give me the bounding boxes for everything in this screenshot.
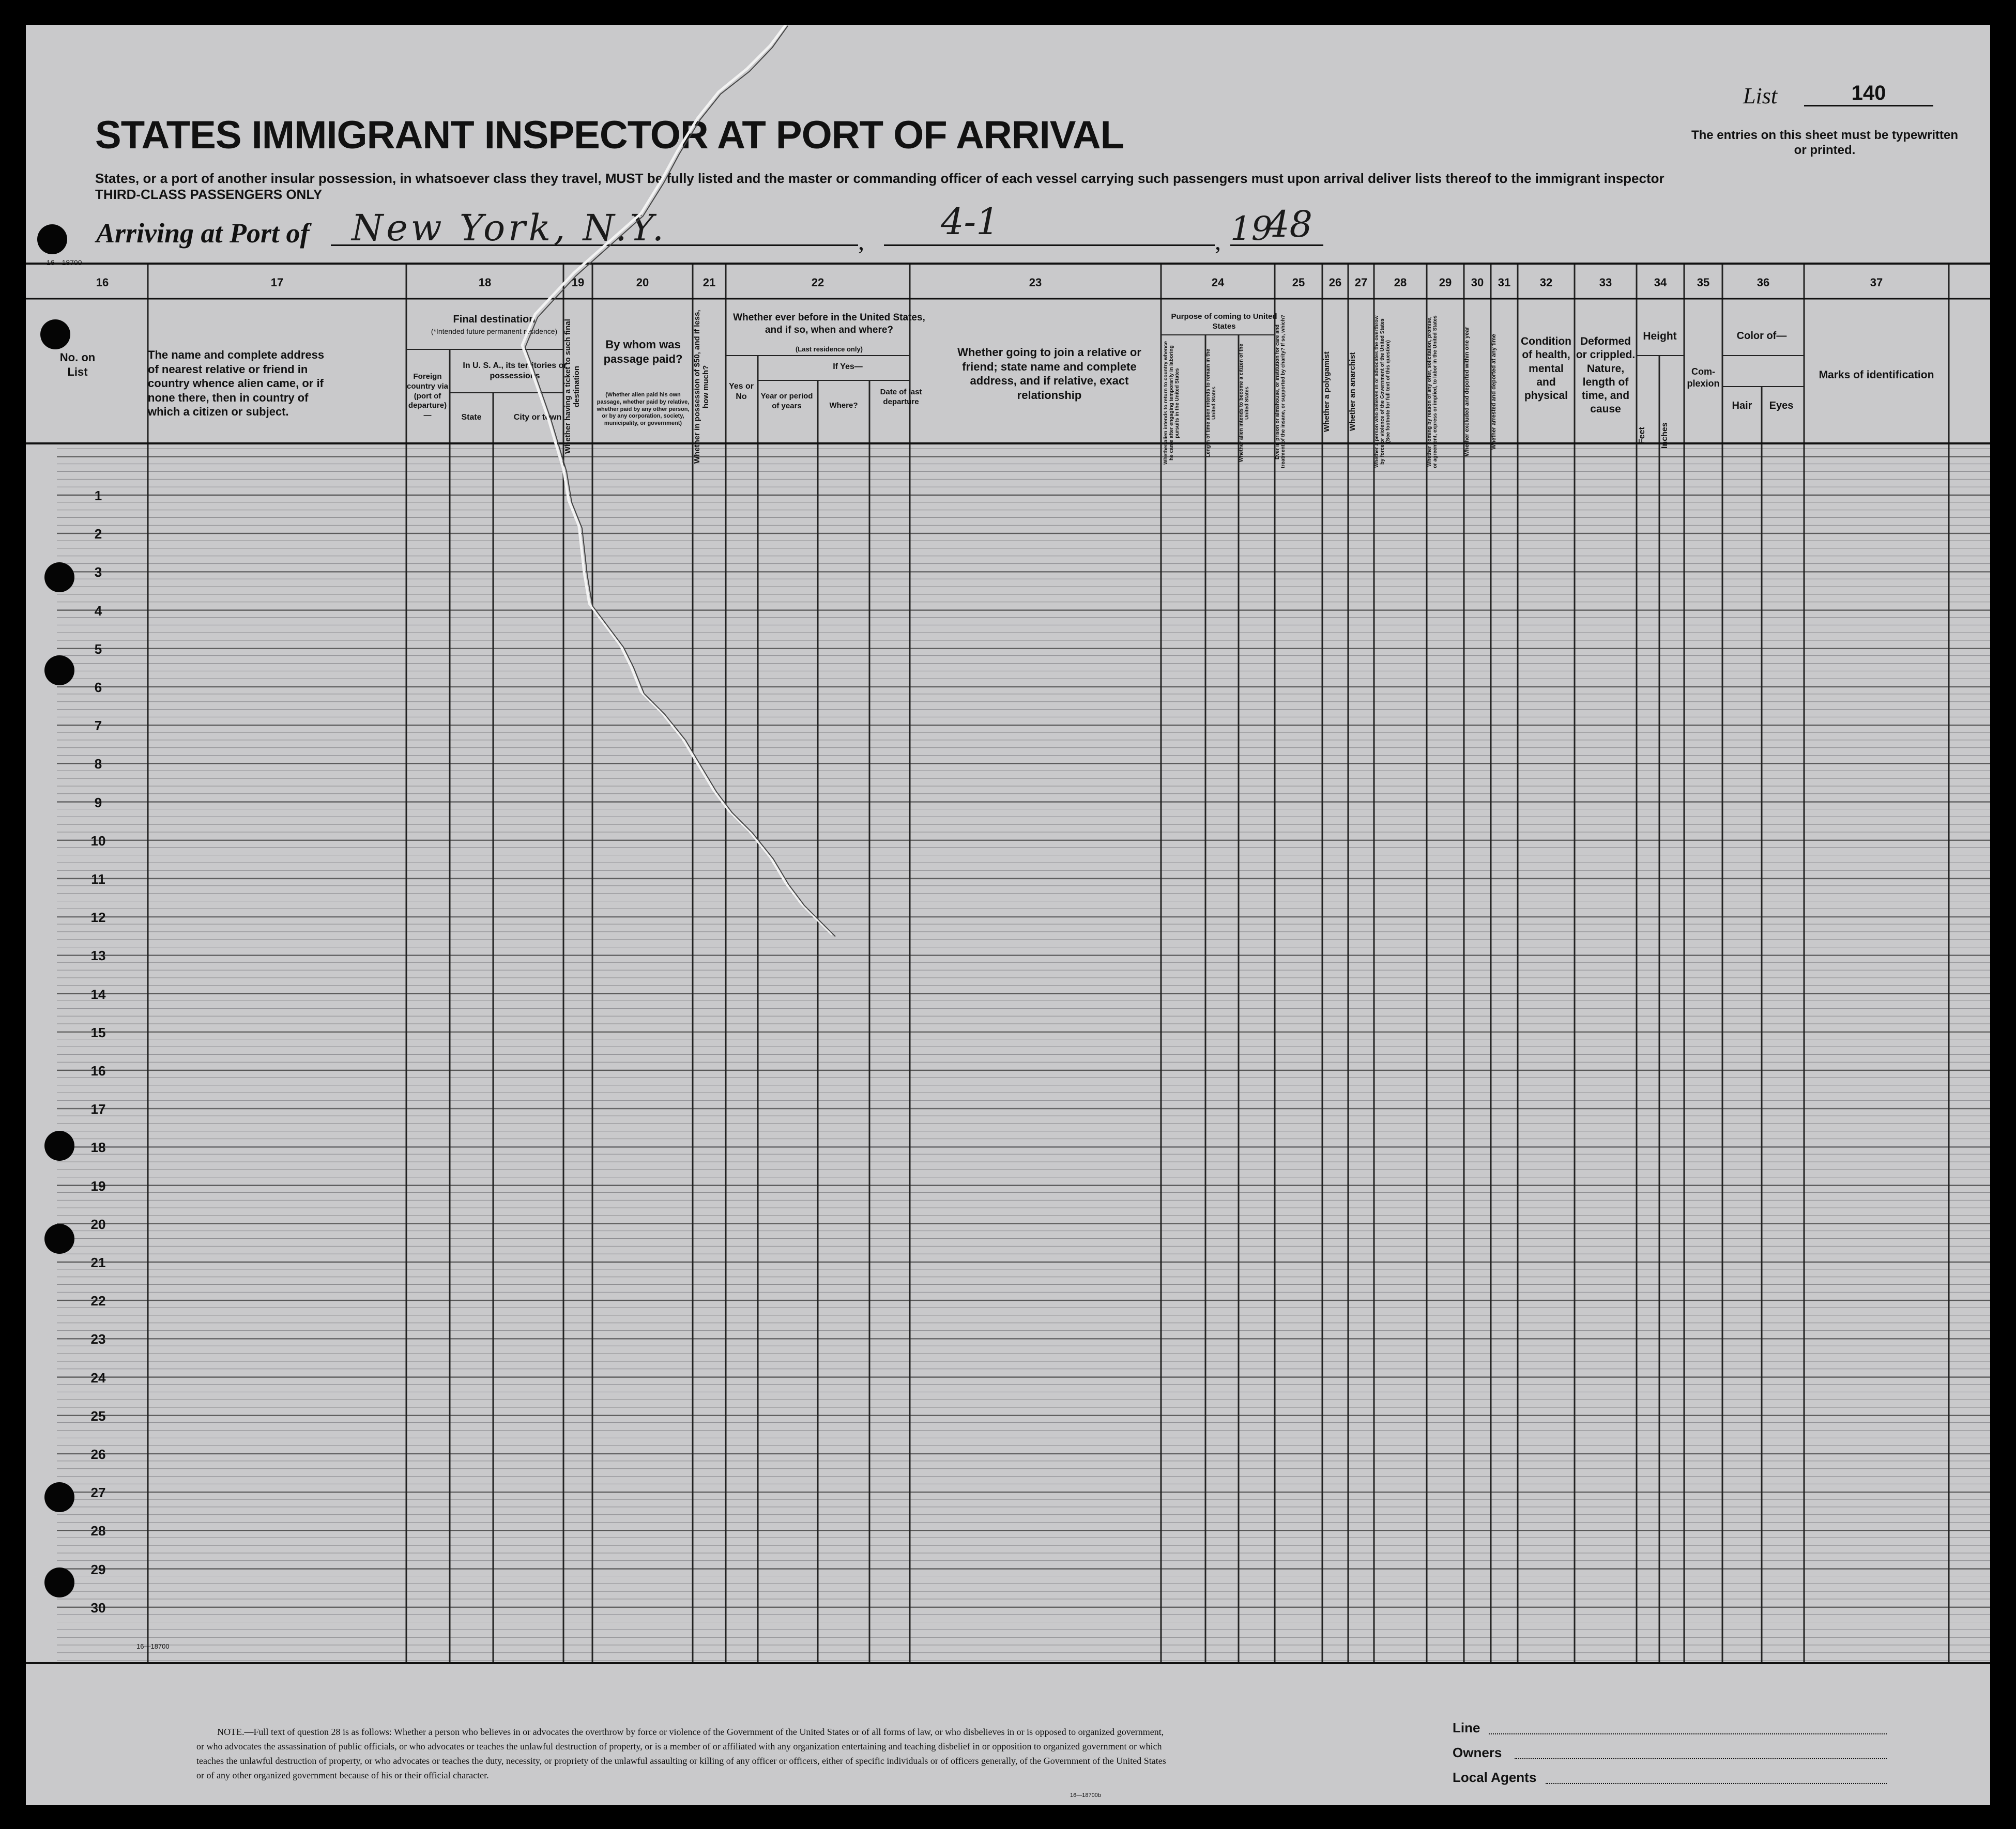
footnote: NOTE.—Full text of question 28 is as follows: Whether a person who believes in or advocates the overthrow by force or violence of the Government of the United States or of all forms of law, or who disbelieves in or is opposed to organized government, or who advocates the assassination of public officials, or who advocates or teaches the unlawful destruction of property, or is a member of or affiliated with any organization entertaining and teaching disbelief in or opposition to organized government or which teaches the unlawful destruction of property, or who advocates or teaches the duty, necessity, or propriety of the unlawful assaulting or killing of any officer or officers, either of specific individuals or of officers generally, of the Government of the United States or of any other organized government because of his or their official character. xyxy=(196,1727,1166,1780)
year-handwritten: 48 xyxy=(1266,203,1313,245)
header-fifty-dollars: Whether in possession of $50, and if less, how much? xyxy=(693,310,710,464)
owners-label: Owners xyxy=(1453,1745,1502,1760)
header-eyes: Eyes xyxy=(1769,400,1794,411)
row-number: 28 xyxy=(90,1523,106,1539)
row-number: 11 xyxy=(91,871,105,887)
column-number-32: 32 xyxy=(1539,276,1553,289)
row-number: 2 xyxy=(94,526,102,542)
header-hair: Hair xyxy=(1732,400,1752,411)
header-join-relative: Whether going to join a relative or friend; state name and complete address, and if relative, exact relationship xyxy=(957,346,1141,402)
header-purpose: Purpose of coming to United States xyxy=(1171,312,1277,331)
column-number-20: 20 xyxy=(636,276,649,289)
row-number: 14 xyxy=(90,986,106,1002)
form-code-top: 16—18700 xyxy=(47,258,82,267)
row-number: 13 xyxy=(90,948,106,964)
column-number-24: 24 xyxy=(1211,276,1225,289)
binder-hole xyxy=(44,562,74,592)
header-complexion: Com-plexion xyxy=(1687,366,1720,389)
column-number-19: 19 xyxy=(571,276,585,289)
row-number: 1 xyxy=(94,488,102,503)
header-ever-before: Whether ever before in the United States, and if so, when and where? xyxy=(733,312,925,335)
row-number: 5 xyxy=(94,641,102,657)
header-health: Condition of health, mental and physical xyxy=(1521,335,1571,402)
header-where: Where? xyxy=(829,401,858,410)
column-number-28: 28 xyxy=(1394,276,1407,289)
header-overthrow: Whether a person who believes in or advocates the overthrow by force or violence of the Government of the United States (See footnote for full text of this question) xyxy=(1374,315,1391,468)
header-offer: Whether coming by reason of any offer, solicitation, promise, or agreement, express or implied, to labor in the United States xyxy=(1427,315,1438,468)
column-number-22: 22 xyxy=(811,276,824,289)
year-prefix: 19 xyxy=(1230,210,1273,248)
row-number: 7 xyxy=(94,718,102,734)
header-city: City or town xyxy=(513,413,562,422)
row-number: 25 xyxy=(90,1408,106,1424)
header-usa: In U. S. A., its territories or possessions xyxy=(463,361,567,380)
subtitle: States, or a port of another insular possession, in whatsoever class they travel, MUST be fully listed and the master or commanding officer of each vessel carrying such passengers must upon arrival deliver lists thereof to the immigrant inspector xyxy=(95,171,1664,186)
header-final-destination-note: (*Intended future permanent residence) xyxy=(431,327,558,335)
arriving-label: Arriving at Port of xyxy=(96,218,310,249)
list-label: List xyxy=(1743,83,1778,109)
row-number: 12 xyxy=(90,910,106,926)
row-number: 9 xyxy=(94,794,102,810)
header-feet: Feet xyxy=(1638,427,1646,444)
date-handwritten: 4-1 xyxy=(941,201,999,243)
header-purpose-return: Whether alien intends to return to country whence he came after engaging temporarily in laboring pursuits in the United States xyxy=(1163,341,1180,465)
header-passage-note: (Whether alien paid his own passage, whether paid by relative, whether paid by any other person, or by any corporation, society, municipality, or government) xyxy=(597,392,690,426)
row-number: 30 xyxy=(90,1600,106,1616)
header-excluded: Whether excluded and deported within one year xyxy=(1464,327,1470,457)
header-arrested: Whether arrested and deported at any time xyxy=(1491,334,1497,450)
row-number: 6 xyxy=(94,680,102,695)
header-height: Height xyxy=(1643,330,1677,342)
binder-hole xyxy=(44,655,74,685)
binder-hole xyxy=(44,1482,74,1512)
owners-field xyxy=(1515,1758,1887,1759)
header-foreign-country: Foreign country via (port of departure)— xyxy=(406,372,449,420)
row-number: 4 xyxy=(94,603,102,619)
column-number-27: 27 xyxy=(1354,276,1368,289)
line-label: Line xyxy=(1453,1720,1480,1735)
header-deformed: Deformed or crippled. Nature, length of time, and cause xyxy=(1576,335,1636,416)
row-number: 17 xyxy=(90,1101,106,1117)
form-code-note: 16—18700b xyxy=(1070,1792,1101,1799)
line-field xyxy=(1489,1733,1887,1734)
passenger-class: THIRD-CLASS PASSENGERS ONLY xyxy=(95,187,323,202)
header-state: State xyxy=(461,413,482,422)
row-number: 22 xyxy=(90,1293,106,1309)
header-no-on-list: No. on List xyxy=(59,351,96,378)
row-number: 26 xyxy=(90,1447,106,1462)
header-inches: Inches xyxy=(1660,422,1669,449)
column-number-23: 23 xyxy=(1029,276,1042,289)
column-number-21: 21 xyxy=(702,276,716,289)
row-number: 23 xyxy=(90,1331,106,1347)
table-grid xyxy=(26,25,1990,1805)
row-number: 18 xyxy=(90,1140,106,1156)
form-code-bottom: 16—18700 xyxy=(136,1642,170,1650)
list-number: 140 xyxy=(1804,82,1933,106)
header-if-yes: If Yes— xyxy=(833,362,863,371)
header-color-of: Color of— xyxy=(1736,330,1787,342)
column-number-31: 31 xyxy=(1498,276,1511,289)
header-purpose-length: Length of time alien intends to remain in the United States xyxy=(1205,349,1217,458)
port-handwritten: New York, N.Y. xyxy=(352,207,667,249)
column-number-26: 26 xyxy=(1328,276,1342,289)
row-number: 3 xyxy=(94,564,102,580)
binder-hole xyxy=(44,1224,74,1254)
header-final-destination: Final destination xyxy=(453,314,536,325)
header-polygamist: Whether a polygamist xyxy=(1322,351,1331,432)
column-number-37: 37 xyxy=(1870,276,1883,289)
row-number: 24 xyxy=(90,1370,106,1386)
sheet-note: The entries on this sheet must be typewritten or printed. xyxy=(1691,128,1959,157)
row-number: 20 xyxy=(90,1216,106,1232)
row-number: 16 xyxy=(90,1063,106,1079)
binder-hole xyxy=(40,319,70,349)
header-yes-no: Yes or No xyxy=(728,382,754,401)
agents-field xyxy=(1546,1783,1887,1784)
header-ticket: Whether having a ticket to such final destination xyxy=(563,319,581,454)
column-number-29: 29 xyxy=(1439,276,1452,289)
manifest-sheet: STATES IMMIGRANT INSPECTOR AT PORT OF ARRIVAL States, or a port of another insular possession, in whatsoever class they travel, MUST be fully listed and the master or commanding officer of each vessel carrying such passengers must upon arrival deliver lists thereof to the immigrant inspector THIRD-CLASS PASSENGERS ONLY List 140 The entries on this sheet must be typewritten or printed. Arriving at Port of New York, N.Y. , 4-1 , 19 48 16—18700 16 17 18 19 20 21 22 23 24 25 26 27 28 29 30 31 32 33 34 35 36 37 No. on List The name and complete address of nearest relative or friend in country whence alien came, or if none there, then in country of which a citizen or subject. Final destination (*Intended future permanent residence) Foreign country via (port of departure)— In U. S. A., its territories or possessions State City or town Whether having a ticket to such final destination By whom was passage paid? (Whether alien paid his own passage, whether paid by relative, whether paid by any other person, or by any corporation, society, municipality, or government) Whether in possession of $50, and if less, how much? Whether ever before in the United States, and if so, when and where? (Last residence only) Yes or No If Yes— Year or period of years Where? Date of last departure Whether going to join a relative or friend; state name and complete address, and if relative, exact relationship Purpose of coming to United States Whether alien intends to return to country whence he came after engaging temporarily in laboring pursuits in the United States Length of time alien intends to remain in the United States Whether alien intends to become a citizen of the United States Ever in prison or almshouse, or institution for care and treatment of the insane, or supported by charity? If so, which? Whether a polygamist Whether an anarchist Whether a person who believes in or advocates the overthrow by force or violence of the Government of the United States (See footnote for full text of this question) Whether coming by reason of any offer, solicitation, promise, or agreement, express or implied, to labor in the United States Whether excluded and deported within one year Whether arrested and deported at any time Condition of health, mental and physical Deformed or crippled. Nature, length of time, and cause Height Feet Inches Com-plexion Color of— Hair Eyes Marks of identification 1 2 3 4 5 6 7 8 9 10 11 12 13 14 15 16 17 18 19 20 21 22 23 24 25 26 27 28 29 30 16—18700 NOTE.—Full text of question 28 is as follows: Whether a person who believes in or advocates the overthrow by force or violence of the Government of the United States or of all forms of law, or who disbelieves in or is opposed to organized government, or who advocates the assassination of public officials, or who advocates or teaches the unlawful destruction of property, or is a member of or affiliated with any organization entertaining and teaching disbelief in or opposition to organized government or which teaches the unlawful destruction of property, or who advocates or teaches the duty, necessity, or propriety of the unlawful assaulting or killing of any officer or officers, either of specific individuals or of officers generally, of the Government of the United States or of any other organized government because of his or their official character. 16—18700b Line Owners Local Agents xyxy=(26,25,1990,1805)
column-number-30: 30 xyxy=(1471,276,1484,289)
header-nearest-relative: The name and complete address of nearest relative or friend in country whence alien came, or if none there, then in country of which a citizen or subject. xyxy=(148,348,325,418)
binder-hole xyxy=(44,1567,74,1597)
header-year-period: Year or period of years xyxy=(760,392,813,410)
column-number-18: 18 xyxy=(478,276,492,289)
header-purpose-citizen: Whether alien intends to become a citizen of the United States xyxy=(1239,344,1250,463)
row-number: 8 xyxy=(94,756,102,772)
row-number: 19 xyxy=(90,1178,106,1194)
page-title: STATES IMMIGRANT INSPECTOR AT PORT OF ARRIVAL xyxy=(95,113,1124,157)
column-number-34: 34 xyxy=(1654,276,1667,289)
column-number-36: 36 xyxy=(1757,276,1770,289)
column-number-17: 17 xyxy=(270,276,284,289)
header-anarchist: Whether an anarchist xyxy=(1348,352,1357,432)
column-number-35: 35 xyxy=(1697,276,1710,289)
header-marks: Marks of identification xyxy=(1819,369,1934,381)
agents-label: Local Agents xyxy=(1453,1770,1537,1785)
column-number-33: 33 xyxy=(1599,276,1612,289)
row-number: 29 xyxy=(90,1561,106,1577)
row-number: 15 xyxy=(90,1024,106,1040)
binder-hole xyxy=(37,224,67,254)
header-last-departure: Date of last departure xyxy=(880,388,922,406)
column-number-25: 25 xyxy=(1292,276,1305,289)
column-number-16: 16 xyxy=(96,276,109,289)
header-passage-paid: By whom was passage paid? xyxy=(603,338,683,365)
binder-hole xyxy=(44,1131,74,1161)
row-number: 10 xyxy=(90,833,106,849)
row-number: 21 xyxy=(90,1255,106,1270)
header-ever-before-note: (Last residence only) xyxy=(795,345,863,353)
row-number: 27 xyxy=(90,1485,106,1501)
header-prison: Ever in prison or almshouse, or institution for care and treatment of the insane, or supported by charity? If so, which? xyxy=(1275,315,1286,469)
